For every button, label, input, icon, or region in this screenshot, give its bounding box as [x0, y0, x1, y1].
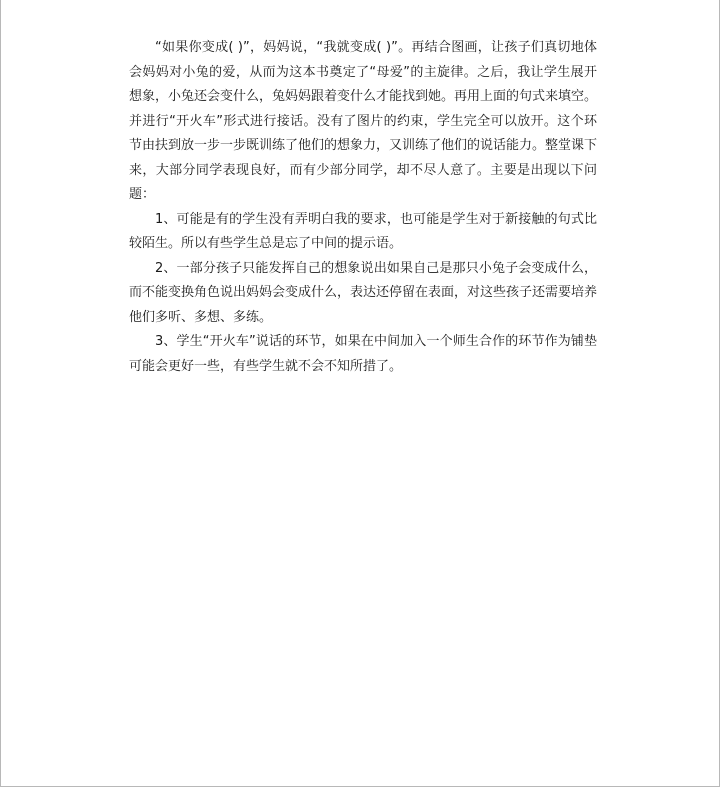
paragraph-intro: “如果你变成( )”，妈妈说，“我就变成( )”。再结合图画，让孩子们真切地体会妈妈对小兔的爱，从而为这本书奠定了“母爱”的主旋律。之后，我让学生展开想象，小兔还会变什么，兔妈妈跟着变什么才能找到她。再用上面的句式来填空。并进行“开火车”形式进行接话。没有了图片的约束，学生完全可以放开。这个环节由扶到放一步一步既训练了他们的想象力，又训练了他们的说话能力。整堂课下来，大部分同学表现良好，而有少部分同学，却不尽人意了。主要是出现以下问题： [129, 40, 598, 202]
paragraph-problem-1: 1、可能是有的学生没有弄明白我的要求，也可能是学生对于新接触的句式比较陌生。所以有些学生总是忘了中间的提示语。 [129, 211, 597, 251]
document-body [129, 36, 597, 379]
paragraph-problem-3: 3、学生“开火车”说话的环节，如果在中间加入一个师生合作的环节作为铺垫可能会更好一些，有些学生就不会不知所措了。 [129, 334, 597, 374]
paragraph-problem-2: 2、一部分孩子只能发挥自己的想象说出如果自己是那只小兔子会变成什么，而不能变换角色说出妈妈会变成什么，表达还停留在表面，对这些孩子还需要培养他们多听、多想、多练。 [129, 260, 598, 325]
